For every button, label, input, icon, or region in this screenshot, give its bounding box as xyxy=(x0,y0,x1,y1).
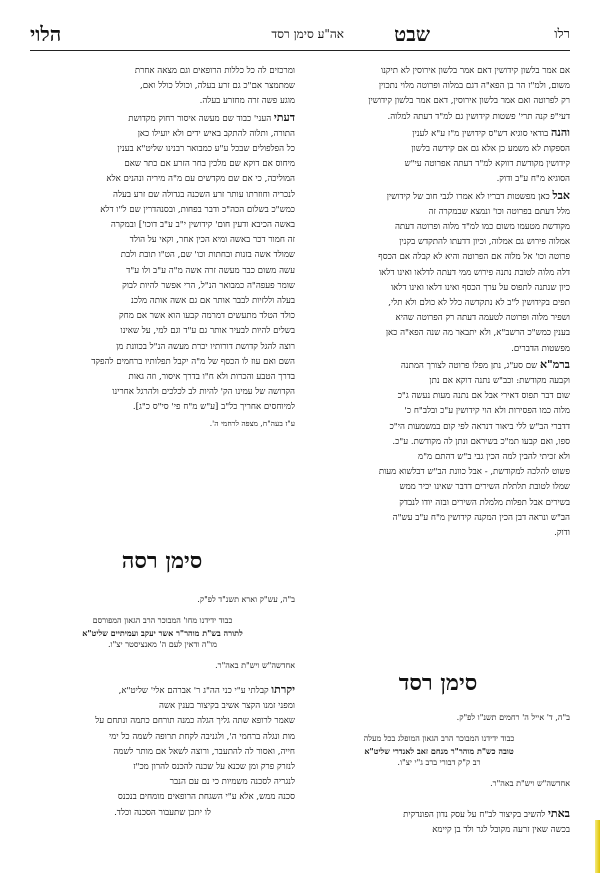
text-line: תפים בקידושין ל"ב לא נתקדשה כלל לא כולם ולא תלי, xyxy=(388,298,570,309)
text-line: שמתמצר אם"כ גם זרע בעלה, וכולל כולל ואם, xyxy=(140,81,295,92)
text-line: משום, ולמ"ז הר בן הפא"ה דגם במלוה ופרוטה מלוי נתכוין xyxy=(378,81,570,92)
book-title: שבט xyxy=(394,22,430,46)
text-line: לו יתכן שתעבור הסכנה וכלד. xyxy=(114,807,211,818)
text-line: רוצה להגל קדושת דורותיו יכרת מעשה הנ"ל בכוונת מן xyxy=(116,341,295,352)
text-line: דלה מלוה לטובת נתנה פירוש ממי דעתה לדלאו ואינו דלאו xyxy=(378,267,570,278)
paragraph-bramba xyxy=(308,357,570,374)
left-column xyxy=(30,64,295,431)
opening-word: דעתי xyxy=(273,110,295,124)
header-topic: אה"ע סימן רסד xyxy=(271,27,344,41)
text-line: לנכריה וחוזרתו עותר זרע השכנה בגדולה שם זרע בעלה xyxy=(113,189,295,200)
text-line: ושפיר מלוה ופרוטה לטעמה דעתה רק הפרוטה שהיא xyxy=(395,313,570,324)
text-line: דדברי הב"ש ללי ביאור דנראה לפי קום במשמעות הי"כ xyxy=(389,421,570,432)
opening-word: יקרתו xyxy=(271,683,295,696)
text-line: מפשטות הדברים. xyxy=(511,343,570,354)
text-line: ומפני זמנו הקצר אשיב בקיצור בענין אשה xyxy=(159,701,295,712)
paragraph-basi xyxy=(308,806,570,823)
text-line: פשוט להלכה למקודשת, - אבל כוונת הב"ש דבלשוא מעות xyxy=(378,467,570,478)
text-line: מוגע פשה זרה מחזרע בעלה. xyxy=(199,96,295,107)
signoff: ע"ז בעה"ח, מצפה לרחמי ה'. xyxy=(209,418,295,428)
text-line: קבלתי ע"י כני הה"ג ר' אברהם אלי' שליט"א, xyxy=(118,686,269,696)
page-edge-highlight xyxy=(595,820,600,873)
text-line: למיוחסים אחריך כל"ב [ע"ש מ"ח פי' סי"ס כ"ג]. xyxy=(132,402,295,413)
text-line: אם אמר בלשון קידושין דאם אמר בלשון אירוסין לא תיקנו xyxy=(380,66,570,76)
text-line: המוליכה, כי אם שם מקדשים עם מ"ה מיריה ונהנים אלא xyxy=(106,174,295,185)
text-line: לנגריה לסכנה משמיות כי נם עם הנבר xyxy=(169,777,295,788)
text-line: מות ונגלה ברחמי ה', ולגניבה לקחת תרופה לשמה כל ימי xyxy=(109,731,295,742)
author-name: הלוי xyxy=(30,22,62,46)
text-line: בעלה וללזיות לבבר אותר אם גם אשה אותה מלכנ xyxy=(130,296,295,307)
text-line: סכנה ממש, אלא ע"י השגחת הרופאים מומחים בנכנס xyxy=(117,792,295,803)
addressee-line: כבוד ידידנו המבוכר הרב הגאון המופלג בכל מעלה xyxy=(363,734,515,743)
text-line: זה חמור דכר באשה ומיא הכין אחר, וקאי על הולד xyxy=(129,235,295,246)
text-line: הסוגיא מ"ח ע"ב ודוק. xyxy=(496,174,570,185)
paragraph-yekarto xyxy=(30,682,295,699)
opening-word: אבל xyxy=(552,188,570,202)
text-line: שאמר לרופא שתה גליך הגלה כמנה תורחם כתמה ונתחם על xyxy=(95,716,295,727)
text-line: באשה הכיבא ודעין חום' קידושין י"ב ע"ב דוכו'] ובמקרה xyxy=(110,220,295,231)
text-line: העני' כבוד שם מעשה איסור רחוק מקדושת xyxy=(128,113,272,124)
text-line: ולא זכיתי להבין למה הכין גבי ב"ש דהתם מ"מ xyxy=(418,452,570,463)
text-line: מקודשת מטעמו משום כמו למ"ד מלוה ופרוטה דעתה xyxy=(394,222,570,233)
addressee-line: כבוד ידידנו מחו' המבוכר הרב הגאון המפורסם xyxy=(92,616,233,625)
text-line: וקבעה מקודשת: וכב"ש נתנה דוקא אם נתן xyxy=(429,376,570,387)
text-line: ספו, ואם קבעו תמ"כ בשיראם ונתן לה מקודשת. ע"כ. xyxy=(392,436,570,447)
page-number: רלו xyxy=(554,27,570,42)
text-line: בשלים להיות לבעיר אותר גם ע"ד וגם למי, על שאינו xyxy=(120,326,295,337)
text-line: הב"ש ונראה דבן הכין המקנה קידושין מ"ח ע"ב עש"ה xyxy=(392,512,570,523)
section-title-265: סימן רסה xyxy=(121,548,203,574)
text-line: לנזרק פרק ומן שכנא על שכנה להכנס להרון מכ"ז xyxy=(133,762,295,773)
opening-word: ברמ"א xyxy=(539,357,570,371)
header-rule xyxy=(30,50,570,51)
paragraph-daati xyxy=(30,110,295,127)
text-line: התורה, ותלוה להתקב באיש ידים ולא יועילו כאן xyxy=(137,128,295,139)
addressee-line: רב ק"ק דבורי ברב ג"י יצ"ו. xyxy=(397,758,481,767)
addressee-line: טובה כש"ת מוהר"ר מנחם זאב לאנדרי שליט"א xyxy=(364,746,514,756)
text-line: כאן מפשטות דבריו לא אמרו לגבי חוב של קידושין xyxy=(386,191,550,202)
opening-word: באתי xyxy=(548,807,570,820)
section-title-264: סימן רסד xyxy=(398,670,478,696)
text-line: בשירים אבל תפלות מלמלת השירים ובזה יודו לנבדק xyxy=(399,497,570,508)
text-line: שמולד אשה בזנות ובחתות וכו' שם, הט"ו תובת ולבת xyxy=(120,250,295,261)
text-line: מלל דעתם בפרוטה וכו' ונמצא שבמקרה זה xyxy=(428,206,570,217)
running-header xyxy=(30,22,570,46)
text-line: דעי"פ קנה תרי' פשטות קידושין גם למ"ד דעתה למלוה. xyxy=(387,111,570,122)
text-line: שום דבר תפוס דאירי אבל אם נתנה מעות נעשה ג"כ xyxy=(397,391,570,402)
text-line: אמלוה פירוש גם אמלוה, וכיון דדעתו להתקדש בקנין xyxy=(399,237,570,248)
text-line: חייה, ואסור לה להתעבר, ורוצה לשאל אם מותר לשמה xyxy=(113,746,295,757)
letter-265-body xyxy=(30,682,295,821)
text-line: ודוק. xyxy=(554,528,570,539)
text-line: מלוה כמו הפסירות ולא הוי קידושין ע"כ ובלב"ח כ' xyxy=(404,406,570,417)
right-column xyxy=(308,64,570,541)
text-line: הספקות לא משמע כן אלא גם אם קידשה בלשון xyxy=(411,144,570,155)
text-line: כל הפלפולים שבכל ע"ע כמבואר רבנינו שליט"א בענין xyxy=(117,144,295,155)
text-line: להשיב בקיצור לב"ח על עסק נדון הפונדקית xyxy=(403,810,546,820)
text-line: ומרכזים לה כל כללות הרופאים וגם מצאה אחרת xyxy=(134,66,295,76)
text-line: כמש"כ בשלום הכה"כ ודבר בפחות, ובסנהדרין שם ל"ו דלא xyxy=(100,204,295,215)
paragraph-vehinei xyxy=(308,125,570,142)
text-line: מיחוס אם דוקא שם מלכין בחר הזרע אם כתר שאם xyxy=(124,159,295,170)
opening-word: והנה xyxy=(550,125,570,139)
greeting-line: אחדשה"ש ויש"ת באה"ר. xyxy=(215,661,295,670)
text-line: הקדושה של עמינו הק' להיות לב לכלכים ולהרגל אחרינו xyxy=(112,387,295,398)
text-line: כיון שנתנה לתפוס על ערך הכסף ואינו דלאו ואינו דלאו xyxy=(390,282,570,293)
text-line: כולד הטלד מתעשים דמרמה קבעו הוא אשר אם מחק xyxy=(119,311,295,322)
text-line: שומר פעפה"ה כמבואר הנ"ל, הרי אפשר להיות לבוק xyxy=(122,280,295,291)
text-line: פרוטה וכו' אל מלוה אם הפרוטה והיא לא קבלה אם הכסף xyxy=(378,252,570,263)
text-line: שם סע"ג, נתן מפלו פרוטה לצורך המתנה xyxy=(400,360,538,371)
addressee-line: לתורה בש"ת מוהר"ר אשר יעקב ועמיתיים שליט"א xyxy=(82,628,243,638)
paragraph-aval xyxy=(308,188,570,205)
letter-264 xyxy=(308,712,570,790)
text-line: בדרך הטבע והכרות ולא ח"ו בדרך איסור, וזה גאות xyxy=(128,372,295,383)
letter-264-body xyxy=(308,806,570,838)
text-line: שמלו לטובת תלתלת השירים דדבר שאינו יכיר ממש xyxy=(399,482,570,493)
text-line: השם ואם עוז לו הכסף של מ"ה יקבל תפלותיו ברחמים להפקד xyxy=(91,356,295,367)
addressee-line: מו"ה ודאין לעם ה' מאנציסטר יצ"ו. xyxy=(108,640,217,649)
date-line: ב"ה, ד' אייל ה' רחמים תשנ"ו לפ"ק. xyxy=(456,713,570,722)
text-line: בענין כמש"כ הרשב"א, ולא יתבאר מה שנה הפא"ה כאן xyxy=(385,328,570,339)
greeting-line: אחדשה"ש ויש"ת באה"ר. xyxy=(490,779,570,788)
text-line: בודאי סוגיא דש"ס קידושין מ"ז ע"א לענין xyxy=(412,128,549,139)
text-line: בכשה שאין זרעה מקובל לגר ולד בן קיימא xyxy=(432,825,570,836)
text-line: קידושין מקודשת דווקא למ"ד דעתה אפרוטה עי"ש xyxy=(404,159,570,170)
text-line: עשה משום כבר מעשה זרה אשה מ"ה ע"ב ולו ע"ד xyxy=(126,265,295,276)
text-line: רק לפרוטה ואם אמר בלשון אירוסין, דאם אמר בלשון קידושין xyxy=(368,96,570,107)
date-line: ב"ה, עש"ק וארא תשנ"ד לפ"ק. xyxy=(197,595,295,604)
letter-265 xyxy=(30,594,295,672)
